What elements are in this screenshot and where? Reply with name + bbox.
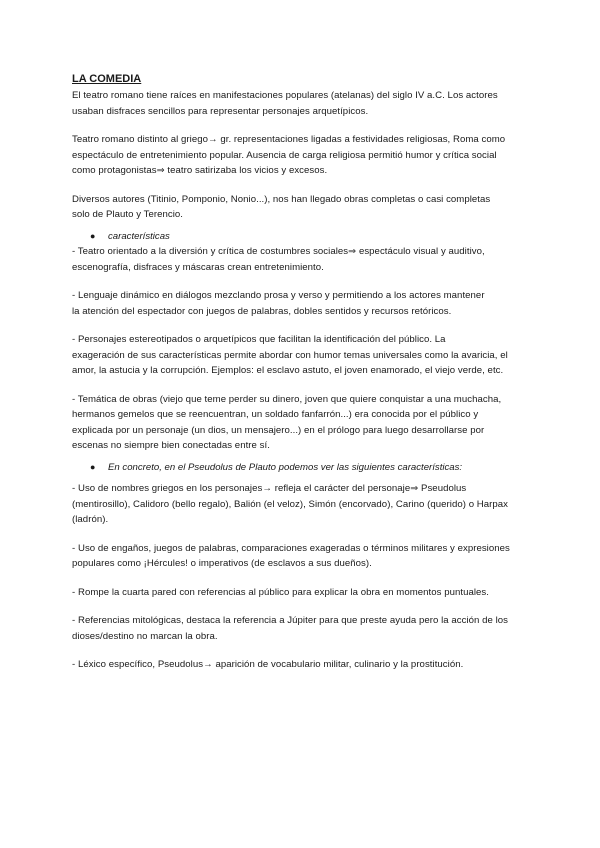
bullet-dot-icon: ● <box>90 230 96 241</box>
text-line: solo de Plauto y Terencio. <box>72 209 183 220</box>
pseudolus-point-5 <box>72 657 530 673</box>
text-line: - Temática de obras (viejo que teme perder su dinero, joven que quiere conquistar a una muchacha, <box>72 393 502 405</box>
text-line: (mentirosillo), Calidoro (bello regalo), Balión (el veloz), Simón (encorvado), Carino (querido) o Harpax <box>72 498 509 510</box>
text-line: (ladrón). <box>72 514 109 525</box>
text-line: amor, la astucia y la corrupción. Ejemplos: el esclavo astuto, el joven enamorado, el viejo verde, etc. <box>72 365 504 376</box>
text-line: populares como ¡Hércules! o imperativos (de esclavos a sus dueños). <box>72 558 372 569</box>
text-line: explicada por un personaje (un dios, un mensajero...) en el prólogo para luego desarrollarse por <box>72 424 485 436</box>
text-line: - Teatro orientado a la diversión y crítica de costumbres sociales⇒ espectáculo visual y auditivo, <box>72 246 485 257</box>
bullet-label: En concreto, en el Pseudolus de Plauto podemos ver las siguientes características: <box>108 461 463 473</box>
bullet-dot-icon: ● <box>90 461 96 472</box>
text-line: El teatro romano tiene raíces en manifestaciones populares (atelanas) del siglo IV a.C. Los actores <box>72 90 498 101</box>
text-line: - Uso de nombres griegos en los personajes→ refleja el carácter del personaje⇒ Pseudolus <box>72 483 467 494</box>
text-line: - Uso de engaños, juegos de palabras, comparaciones exageradas o términos militares y expresiones <box>72 542 510 554</box>
text-line: Teatro romano distinto al griego→ gr. representaciones ligadas a festividades religiosas, Roma como <box>72 134 506 145</box>
text-line: hermanos gemelos que se reencuentran, un soldado fanfarrón...) era conocida por el público y <box>72 409 479 420</box>
text-line: Diversos autores (Titinio, Pomponio, Nonio...), nos han llegado obras completas o casi completas <box>72 193 491 205</box>
text-line: - Rompe la cuarta pared con referencias al público para explicar la obra en momentos puntuales. <box>72 586 489 598</box>
text-line: espectáculo de entretenimiento popular. Ausencia de carga religiosa permitió humor y crítica social <box>72 149 497 161</box>
text-line: dioses/destino no marcan la obra. <box>72 630 218 642</box>
pseudolus-point-4 <box>72 613 530 644</box>
pseudolus-point-3 <box>72 585 530 601</box>
pseudolus-point-1 <box>72 481 530 528</box>
intro-paragraph <box>72 88 530 119</box>
text-line: escenografía, disfraces y máscaras crean entretenimiento. <box>72 261 324 273</box>
text-line: escenas no siempre bien conectadas entre sí. <box>72 440 270 451</box>
text-line: - Referencias mitológicas, destaca la referencia a Júpiter para que preste ayuda pero la acción de los <box>72 615 508 626</box>
text-line: - Léxico específico, Pseudolus→ aparición de vocabulario militar, culinario y la prostitución. <box>72 659 464 670</box>
text-line: la atención del espectador con juegos de palabras, dobles sentidos y recursos retóricos. <box>72 305 452 317</box>
text-line: usaban disfraces sencillos para representar personajes arquetípicos. <box>72 105 369 117</box>
bullet-label: características <box>108 230 170 242</box>
text-line: - Lenguaje dinámico en diálogos mezclando prosa y verso y permitiendo a los actores mantener <box>72 290 485 301</box>
authors-paragraph <box>72 192 530 223</box>
bullet-pseudolus <box>90 460 530 476</box>
characteristic-4 <box>72 392 530 454</box>
characteristic-1 <box>72 244 530 275</box>
characteristic-3 <box>72 332 530 379</box>
text-line: como protagonistas⇒ teatro satirizaba los vicios y excesos. <box>72 165 328 176</box>
greek-comparison-paragraph <box>72 132 530 179</box>
bullet-characteristics <box>90 229 530 245</box>
document-title: LA COMEDIA <box>72 73 142 85</box>
pseudolus-point-2 <box>72 541 530 572</box>
text-line: - Personajes estereotipados o arquetípicos que facilitan la identificación del público. La <box>72 334 446 345</box>
text-line: exageración de sus características permite abordar con humor temas universales como la avaricia, el <box>72 349 508 361</box>
characteristic-2 <box>72 288 530 319</box>
